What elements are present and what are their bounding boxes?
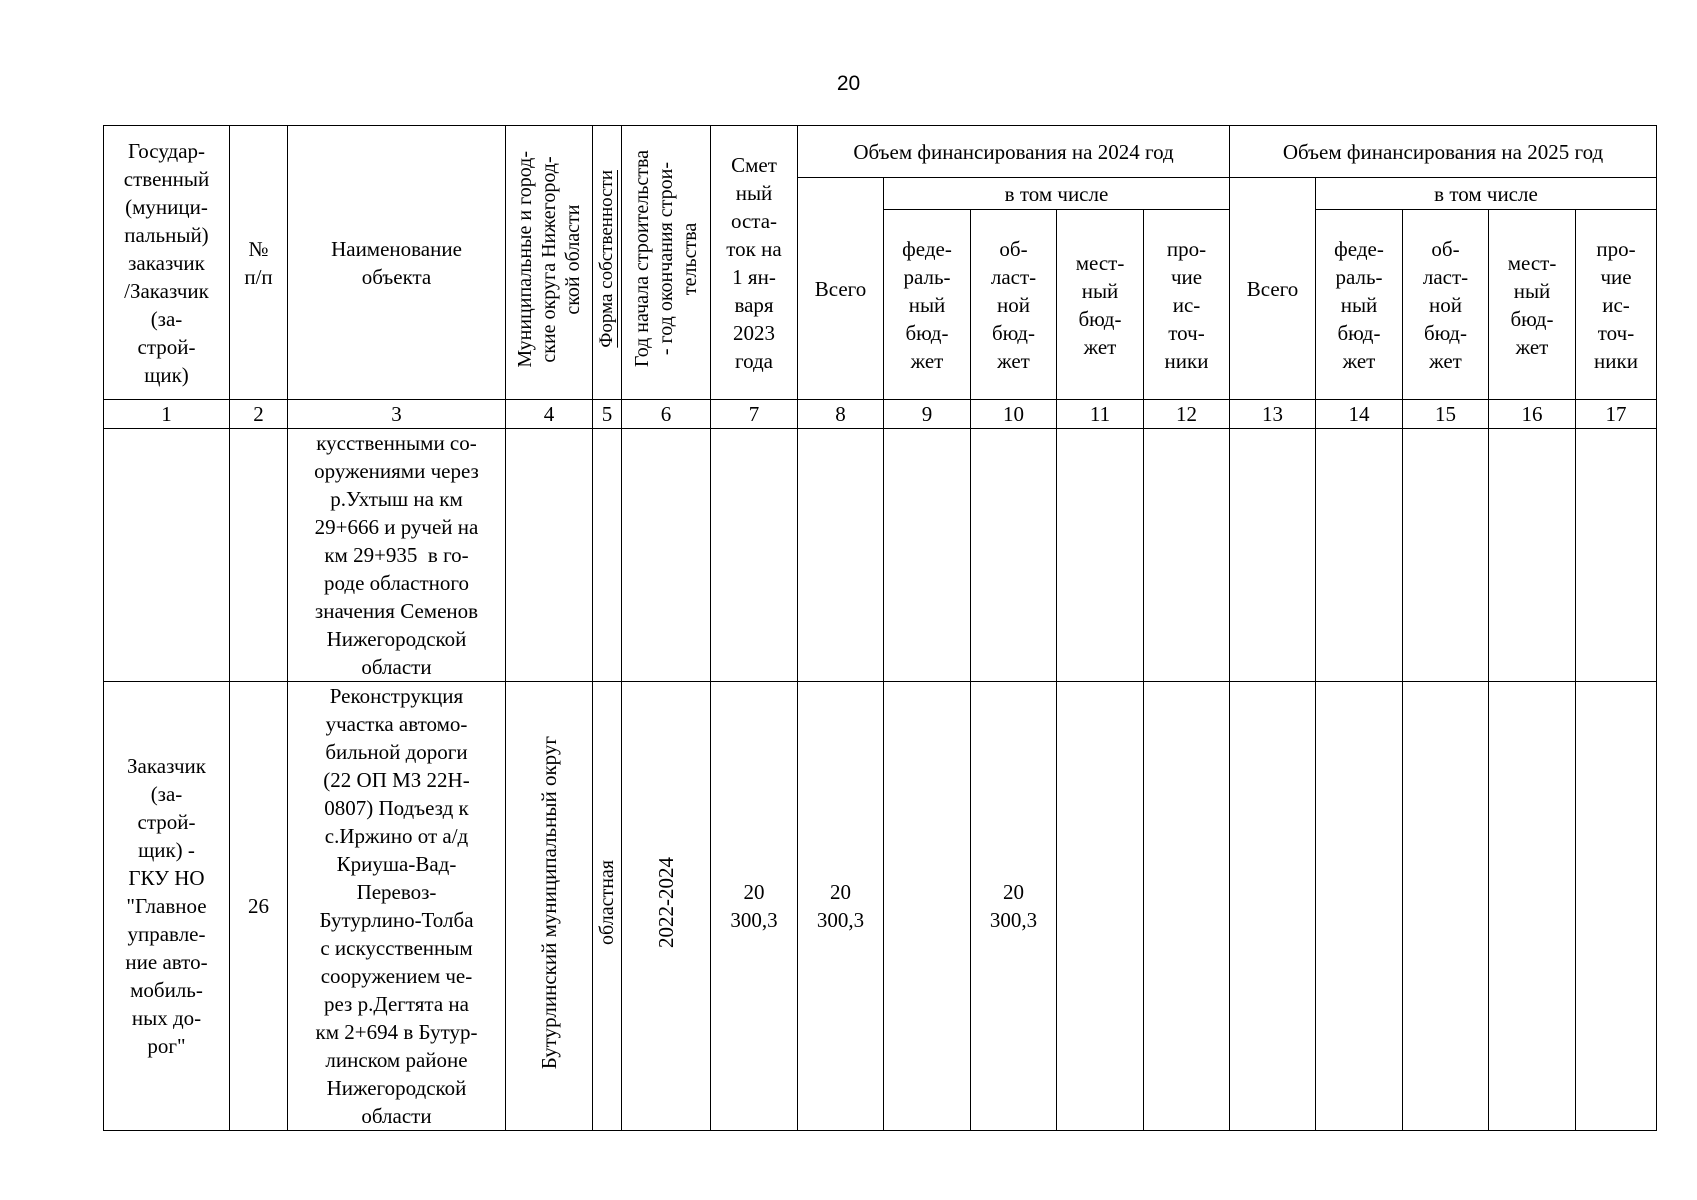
cell-federal-2024 <box>884 429 971 682</box>
cell-other-2025 <box>1576 429 1657 682</box>
page-number: 20 <box>836 72 861 95</box>
cell-other-2024 <box>1144 682 1230 1131</box>
cell-regional-2025 <box>1403 682 1489 1131</box>
column-number: 4 <box>506 400 593 429</box>
header-number: № п/п <box>230 126 288 400</box>
column-number: 11 <box>1057 400 1144 429</box>
header-financing-2025: Объем финансирования на 2025 год <box>1230 126 1657 178</box>
column-number: 1 <box>104 400 230 429</box>
column-number: 10 <box>971 400 1057 429</box>
cell-number: 26 <box>230 682 288 1131</box>
column-number: 2 <box>230 400 288 429</box>
column-number: 16 <box>1489 400 1576 429</box>
column-number: 6 <box>622 400 711 429</box>
cell-local-2024 <box>1057 429 1144 682</box>
cell-other-2024 <box>1144 429 1230 682</box>
cell-years <box>622 429 711 682</box>
cell-object-name: Реконструкция участка автомо- бильной дороги (22 ОП МЗ 22Н- 0807) Подъезд к с.Иржино от а/д Криуша-Вад- Перевоз- Бутурлино-Толба с искусственным сооружением че- рез р.Дегтята на км 2+694 в Бутур- линском районе Нижегородской области <box>288 682 506 1131</box>
header-other-2025: про- чие ис- точ- ники <box>1576 210 1657 400</box>
column-numbers-row <box>104 400 1657 429</box>
column-number: 13 <box>1230 400 1316 429</box>
header-including-2024: в том числе <box>884 178 1230 210</box>
cell-local-2024 <box>1057 682 1144 1131</box>
cell-ownership <box>593 429 622 682</box>
column-number: 8 <box>798 400 884 429</box>
header-federal-2025: феде- раль- ный бюд- жет <box>1316 210 1403 400</box>
table-row <box>104 682 1657 1131</box>
header-regional-2024: об- ласт- ной бюд- жет <box>971 210 1057 400</box>
column-number: 17 <box>1576 400 1657 429</box>
cell-total-2024 <box>798 429 884 682</box>
cell-local-2025 <box>1489 429 1576 682</box>
header-object-name: Наименование объекта <box>288 126 506 400</box>
column-number: 5 <box>593 400 622 429</box>
cell-estimate <box>711 429 798 682</box>
cell-municipal: Бутурлинский муниципальный округ <box>506 682 593 1131</box>
cell-municipal <box>506 429 593 682</box>
column-number: 3 <box>288 400 506 429</box>
cell-ownership: областная <box>593 682 622 1131</box>
cell-estimate: 20 300,3 <box>711 682 798 1131</box>
column-number: 14 <box>1316 400 1403 429</box>
header-customer: Государ- ственный (муници- пальный) заказчик /Заказчик (за- строй- щик) <box>104 126 230 400</box>
cell-total-2025 <box>1230 429 1316 682</box>
header-construction-years: Год начала строительства - год окончания строи- тельства <box>622 126 711 400</box>
cell-total-2025 <box>1230 682 1316 1131</box>
financing-table <box>103 125 1657 1131</box>
header-local-2025: мест- ный бюд- жет <box>1489 210 1576 400</box>
header-regional-2025: об- ласт- ной бюд- жет <box>1403 210 1489 400</box>
header-local-2024: мест- ный бюд- жет <box>1057 210 1144 400</box>
cell-federal-2024 <box>884 682 971 1131</box>
header-including-2025: в том числе <box>1316 178 1657 210</box>
cell-customer <box>104 429 230 682</box>
cell-total-2024: 20 300,3 <box>798 682 884 1131</box>
cell-regional-2024: 20 300,3 <box>971 682 1057 1131</box>
cell-other-2025 <box>1576 682 1657 1131</box>
column-number: 12 <box>1144 400 1230 429</box>
header-municipal-districts: Муниципальные и город- ские округа Нижегород- ской области <box>506 126 593 400</box>
column-number: 9 <box>884 400 971 429</box>
cell-regional-2025 <box>1403 429 1489 682</box>
header-estimate-balance: Смет ный оста- ток на 1 ян- варя 2023 года <box>711 126 798 400</box>
cell-number <box>230 429 288 682</box>
cell-regional-2024 <box>971 429 1057 682</box>
cell-federal-2025 <box>1316 682 1403 1131</box>
cell-object-name: кусственными со- оружениями через р.Ухтыш на км 29+666 и ручей на км 29+935 в го- роде областного значения Семенов Нижегородской области <box>288 429 506 682</box>
header-total-2024: Всего <box>798 178 884 400</box>
header-federal-2024: феде- раль- ный бюд- жет <box>884 210 971 400</box>
cell-federal-2025 <box>1316 429 1403 682</box>
header-financing-2024: Объем финансирования на 2024 год <box>798 126 1230 178</box>
header-other-2024: про- чие ис- точ- ники <box>1144 210 1230 400</box>
column-number: 7 <box>711 400 798 429</box>
header-total-2025: Всего <box>1230 178 1316 400</box>
cell-years: 2022-2024 <box>622 682 711 1131</box>
cell-local-2025 <box>1489 682 1576 1131</box>
header-ownership-form: Форма собственности <box>593 126 622 400</box>
table-row <box>104 429 1657 682</box>
column-number: 15 <box>1403 400 1489 429</box>
cell-customer: Заказчик (за- строй- щик) - ГКУ НО "Главное управле- ние авто- мобиль- ных до- рог" <box>104 682 230 1131</box>
